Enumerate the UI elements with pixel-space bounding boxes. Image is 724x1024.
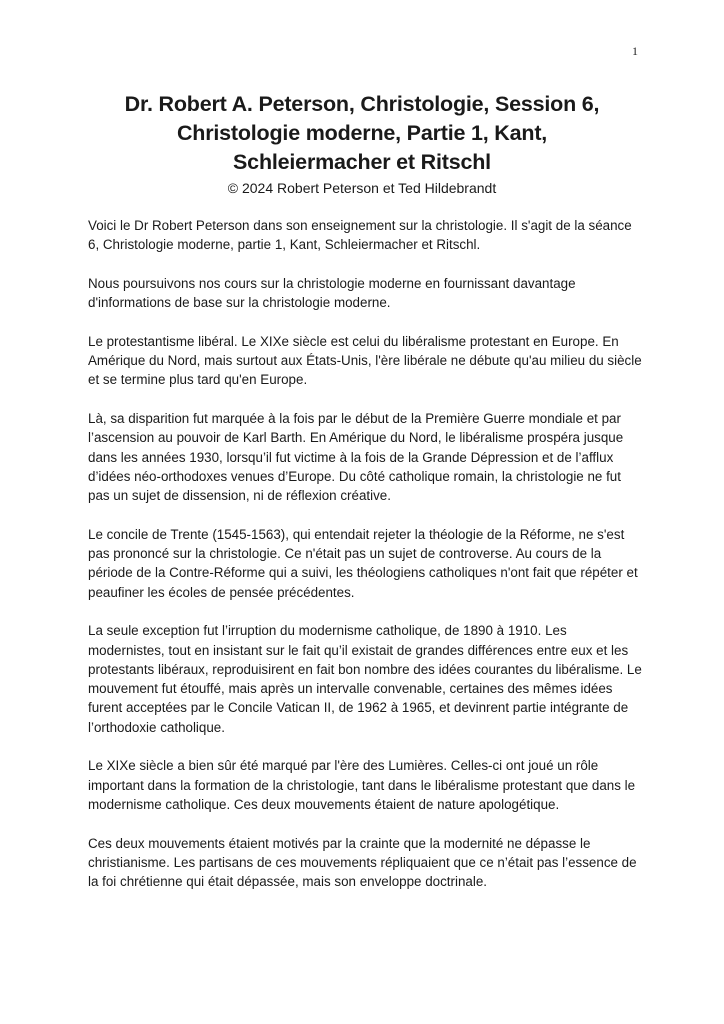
document-title [60,90,664,177]
paragraph-2: Nous poursuivons nos cours sur la christologie moderne en fournissant davantage d'informations de base sur la christologie moderne. [88,275,576,311]
paragraph-1: Voici le Dr Robert Peterson dans son enseignement sur la christologie. Il s'agit de la séance 6, Christologie moderne, partie 1, Kant, Schleiermacher et Ritschl. [88,218,632,253]
paragraph-6: La seule exception fut l’irruption du modernisme catholique, de 1890 à 1910. Les modernistes, tout en insistant sur le fait qu’il existait de grandes différences entre eux et les protestants libéraux, reproduisirent en fait bon nombre des idées courantes du libéralisme. Le mouvement fut étouffé, mais après un intervalle convenable, certaines des mêmes idées furent acceptées par le Concile Vatican II, de 1962 à 1965, et devinrent partie intégrante de l’orthodoxie catholique. [88,623,642,735]
title-line-3: Schleiermacher et Ritschl [233,150,491,174]
paragraph-4: Là, sa disparition fut marquée à la fois par le début de la Première Guerre mondiale et par l’ascension au pouvoir de Karl Barth. En Amérique du Nord, le libéralisme prospéra jusque dans les années 1930, lorsqu’il fut victime à la fois de la Grande Dépression et de l’afflux d’idées néo-orthodoxes venues d’Europe. Du côté catholique romain, la christologie ne fut pas un sujet de dissension, ni de réflexion créative. [88,410,624,504]
title-line-1: Dr. Robert A. Peterson, Christologie, Session 6, [124,92,600,116]
paragraph-7: Le XIXe siècle a bien sûr été marqué par l'ère des Lumières. Celles-ci ont joué un rôle important dans la formation de la christologie, tant dans le libéralisme protestant que dans le modernisme catholique. Ces deux mouvements étaient de nature apologétique. [88,758,636,812]
title-block [60,90,664,197]
copyright-notice: © 2024 Robert Peterson et Ted Hildebrandt [227,180,497,196]
paragraph-5: Le concile de Trente (1545-1563), qui entendait rejeter la théologie de la Réforme, ne s'est pas prononcé sur la christologie. Ce n'était pas un sujet de controverse. Au cours de la période de la Contre-Réforme qui a suivi, les théologiens catholiques n'ont fait que répéter et peaufiner les écoles de pensée précédentes. [88,526,638,600]
document-body [88,216,644,911]
paragraph-8: Ces deux mouvements étaient motivés par la crainte que la modernité ne dépasse le christianisme. Les partisans de ces mouvements répliquaient que ce n’était pas l’essence de la foi chrétienne qui était dépassée, mais son enveloppe doctrinale. [88,835,637,890]
paragraph-3: Le protestantisme libéral. Le XIXe siècle est celui du libéralisme protestant en Europe. En Amérique du Nord, mais surtout aux États-Unis, l'ère libérale ne débute qu'au milieu du siècle et se termine plus tard qu'en Europe. [88,333,642,388]
page-number: 1 [632,44,638,58]
title-line-2: Christologie moderne, Partie 1, Kant, [176,121,548,145]
